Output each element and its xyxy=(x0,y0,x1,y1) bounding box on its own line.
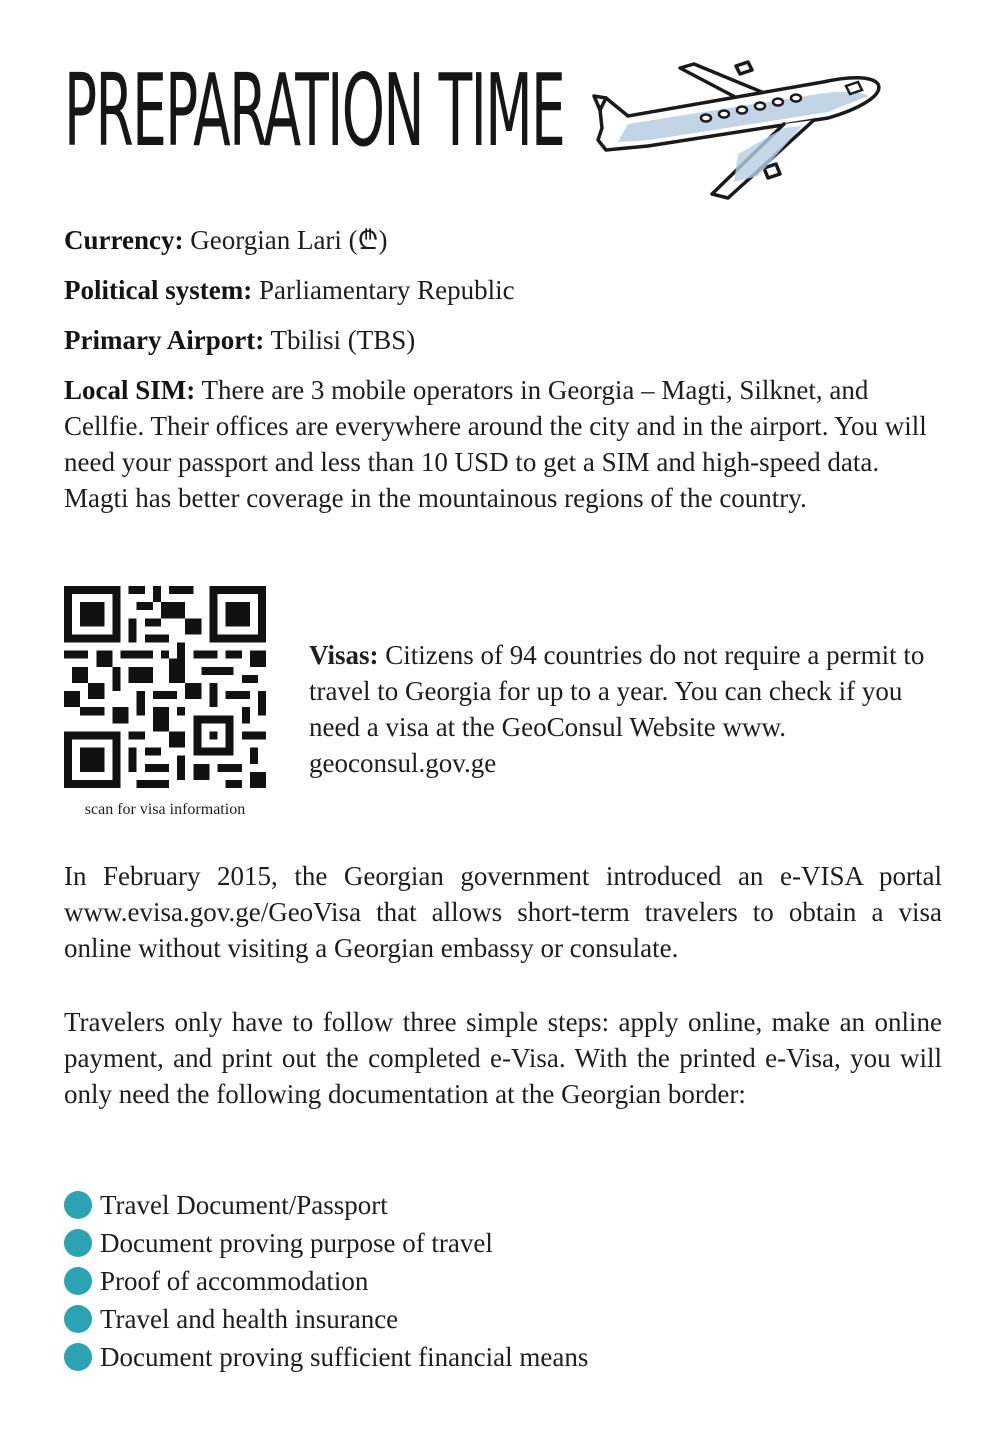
bullet-dot-icon xyxy=(64,1191,92,1219)
list-item xyxy=(64,1224,588,1262)
fact-political-system xyxy=(64,272,942,308)
list-item xyxy=(64,1186,588,1224)
page-title: PREPARATION TIME xyxy=(64,52,565,169)
fact-currency xyxy=(64,222,942,258)
list-item xyxy=(64,1338,588,1376)
fact-value: Tbilisi (TBS) xyxy=(270,325,416,355)
list-item xyxy=(64,1300,588,1338)
qr-block xyxy=(64,586,266,820)
qr-code-icon[interactable] xyxy=(64,586,266,788)
fact-local-sim xyxy=(64,372,942,516)
list-item xyxy=(64,1262,588,1300)
evisa-paragraph: In February 2015, the Georgian government introduced an e-VISA portal www.evisa.gov.ge/GeoVisa that allows short-term travelers to obtain a visa online without visiting a Georgian embassy or consulate. xyxy=(64,861,942,963)
visas-paragraph xyxy=(309,637,939,781)
steps-paragraph: Travelers only have to follow three simple steps: apply online, make an online payment, and print out the completed e-Visa. With the printed e-Visa, you will only need the following documentation at the Georgian border: xyxy=(64,1007,942,1109)
fact-value: Parliamentary Republic xyxy=(258,275,515,305)
bullet-dot-icon xyxy=(64,1229,92,1257)
list-item-label: Travel Document/Passport xyxy=(100,1189,388,1220)
fact-value: Georgian Lari (₾) xyxy=(190,225,388,255)
fact-label: Primary Airport: xyxy=(64,325,265,355)
list-item-label: Travel and health insurance xyxy=(100,1303,399,1334)
bullet-dot-icon xyxy=(64,1305,92,1333)
documents-list xyxy=(64,1186,588,1376)
qr-caption: scan for visa information xyxy=(84,801,246,818)
fact-label: Political system: xyxy=(64,275,253,305)
fact-primary-airport xyxy=(64,322,942,358)
fact-label: Currency: xyxy=(64,225,184,255)
facts-list xyxy=(64,222,942,530)
bullet-dot-icon xyxy=(64,1343,92,1371)
list-item-label: Proof of accommodation xyxy=(100,1265,369,1296)
fact-label: Local SIM: xyxy=(64,375,196,405)
visas-label: Visas: xyxy=(309,640,379,670)
airplane-illustration xyxy=(588,58,888,208)
fact-value: There are 3 mobile operators in Georgia – Magti, Silknet, and Cellfie. Their offices are everywhere around the city and in the airport. You will need your passport and less than 10 USD to get a SIM and high-speed data. Magti has better coverage in the mountainous regions of the country. xyxy=(64,375,927,513)
visas-text: Citizens of 94 countries do not require a permit to travel to Georgia for up to a year. You can check if you need a visa at the GeoConsul Website www. geoconsul.gov.ge xyxy=(309,640,925,778)
list-item-label: Document proving purpose of travel xyxy=(100,1227,493,1258)
list-item-label: Document proving sufficient financial means xyxy=(100,1341,589,1372)
bullet-dot-icon xyxy=(64,1267,92,1295)
